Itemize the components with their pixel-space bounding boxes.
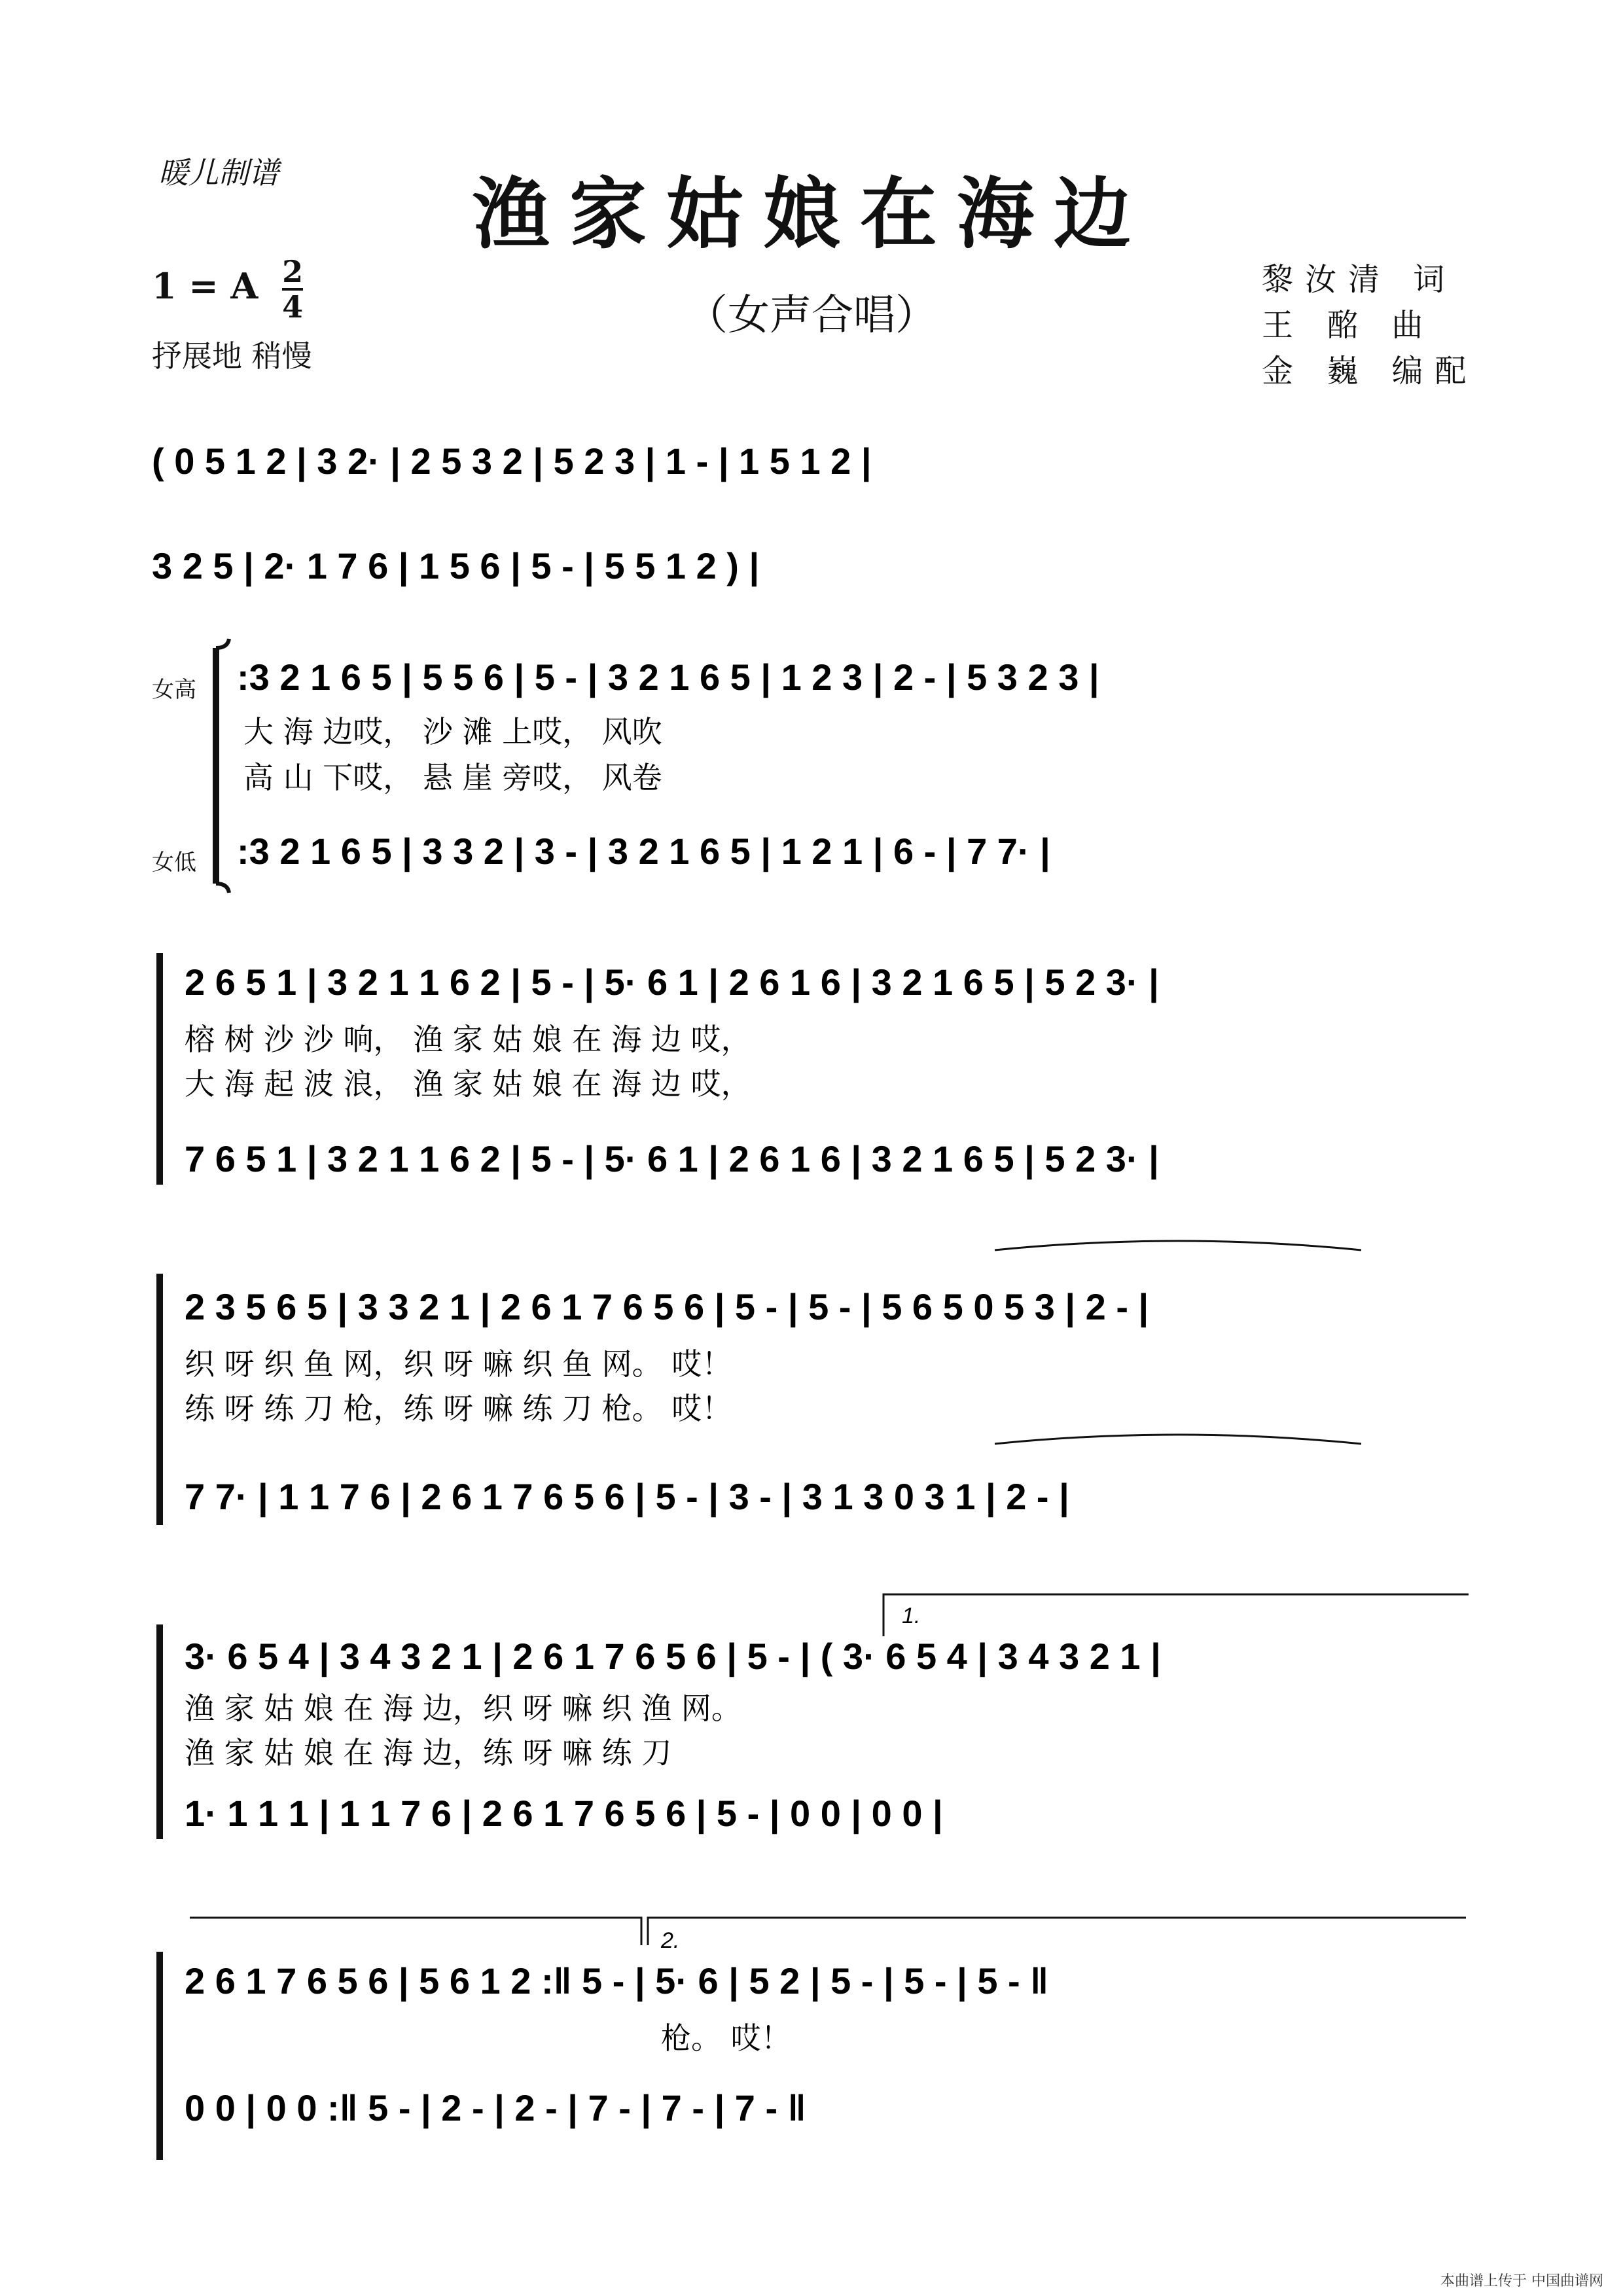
s4-volta: 1. — [902, 1604, 921, 1628]
s1-lyric-1: 大 海 边哎， 沙 滩 上哎， 风吹 — [243, 714, 662, 749]
s4-soprano: 3· 6 5 4 | 3 4 3 2 1 | 2 6 1 7 6 5 6 | 5 - | ( 3· 6 5 4 | 3 4 3 2 1 | — [185, 1636, 1161, 1677]
composer: 王 酩 曲 — [1262, 307, 1435, 344]
s3-soprano: 2 3 5 6 5 | 3 3 2 1 | 2 6 1 7 6 5 6 | 5 - | 5 - | 5 6 5 0 5 3 | 2 - | — [185, 1286, 1149, 1327]
song-title: 渔家姑娘在海边 — [472, 168, 1150, 259]
s4-lyric-2: 渔 家 姑 娘 在 海 边，练 呀 嘛 练 刀 — [185, 1735, 672, 1770]
arranger: 金 巍 编配 — [1262, 353, 1478, 389]
s1-lyric-2: 高 山 下哎， 悬 崖 旁哎， 风卷 — [243, 760, 662, 795]
s5-soprano: 2 6 1 7 6 5 6 | 5 6 1 2 :‖ 5 - | 5· 6 | 5 2 | 5 - | 5 - | 5 - ‖ — [185, 1960, 1049, 2001]
intro-line-2: 3 2 5 | 2· 1 7 6 | 1 5 6 | 5 - | 5 5 1 2 ) | — [152, 545, 760, 586]
s2-lyric-2: 大 海 起 波 浪， 渔 家 姑 娘 在 海 边 哎， — [185, 1066, 751, 1102]
s4-alto: 1· 1 1 1 | 1 1 7 6 | 2 6 1 7 6 5 6 | 5 - | 0 0 | 0 0 | — [185, 1793, 943, 1834]
system-1 — [216, 639, 1099, 893]
system-2 — [160, 953, 1159, 1185]
system-4 — [160, 1594, 1469, 1839]
s1-alto: :3 2 1 6 5 | 3 3 2 | 3 - | 3 2 1 6 5 | 1 2 1 | 6 - | 7 7· | — [237, 831, 1050, 872]
s4-lyric-1: 渔 家 姑 娘 在 海 边，织 呀 嘛 织 渔 网。 — [185, 1691, 741, 1726]
s3-lyric-2: 练 呀 练 刀 枪，练 呀 嘛 练 刀 枪。 哎！ — [185, 1391, 732, 1426]
time-sig-den: 4 — [282, 289, 304, 325]
s5-volta: 2. — [661, 1928, 680, 1953]
s2-soprano: 2 6 5 1 | 3 2 1 1 6 2 | 5 - | 5· 6 1 | 2 6 1 6 | 3 2 1 6 5 | 5 2 3· | — [185, 961, 1159, 1003]
s3-alto: 7 7· | 1 1 7 6 | 2 6 1 7 6 5 6 | 5 - | 3 - | 3 1 3 0 3 1 | 2 - | — [185, 1476, 1069, 1517]
soprano-label: 女高 — [152, 677, 196, 703]
song-subtitle: （女声合唱） — [686, 291, 937, 340]
footer-watermark: 本曲谱上传于 中国曲谱网 — [1440, 2273, 1603, 2289]
s1-soprano: :3 2 1 6 5 | 5 5 6 | 5 - | 3 2 1 6 5 | 1 2 3 | 2 - | 5 3 2 3 | — [237, 656, 1099, 698]
s2-lyric-1: 榕 树 沙 沙 响， 渔 家 姑 娘 在 海 边 哎， — [185, 1022, 751, 1057]
alto-label: 女低 — [152, 850, 196, 876]
s5-lyric-1: 枪。 哎！ — [661, 2020, 791, 2056]
s2-alto: 7 6 5 1 | 3 2 1 1 6 2 | 5 - | 5· 6 1 | 2 6 1 6 | 3 2 1 6 5 | 5 2 3· | — [185, 1138, 1159, 1179]
key-label: 1 = A — [152, 265, 259, 308]
s5-alto: 0 0 | 0 0 :‖ 5 - | 2 - | 2 - | 7 - | 7 - | 7 - ‖ — [185, 2087, 806, 2128]
system-3 — [160, 1241, 1361, 1525]
time-sig-num: 2 — [282, 254, 304, 289]
s3-lyric-1: 织 呀 织 鱼 网，织 呀 嘛 织 鱼 网。 哎！ — [185, 1346, 732, 1382]
system-5 — [160, 1918, 1466, 2160]
intro-line-1: ( 0 5 1 2 | 3 2· | 2 5 3 2 | 5 2 3 | 1 - | 1 5 1 2 | — [152, 440, 872, 482]
lyricist: 黎汝清 词 — [1262, 261, 1457, 298]
tempo-marking: 抒展地 稍慢 — [152, 338, 312, 374]
arranger-credit: 暖儿制谱 — [158, 155, 279, 190]
